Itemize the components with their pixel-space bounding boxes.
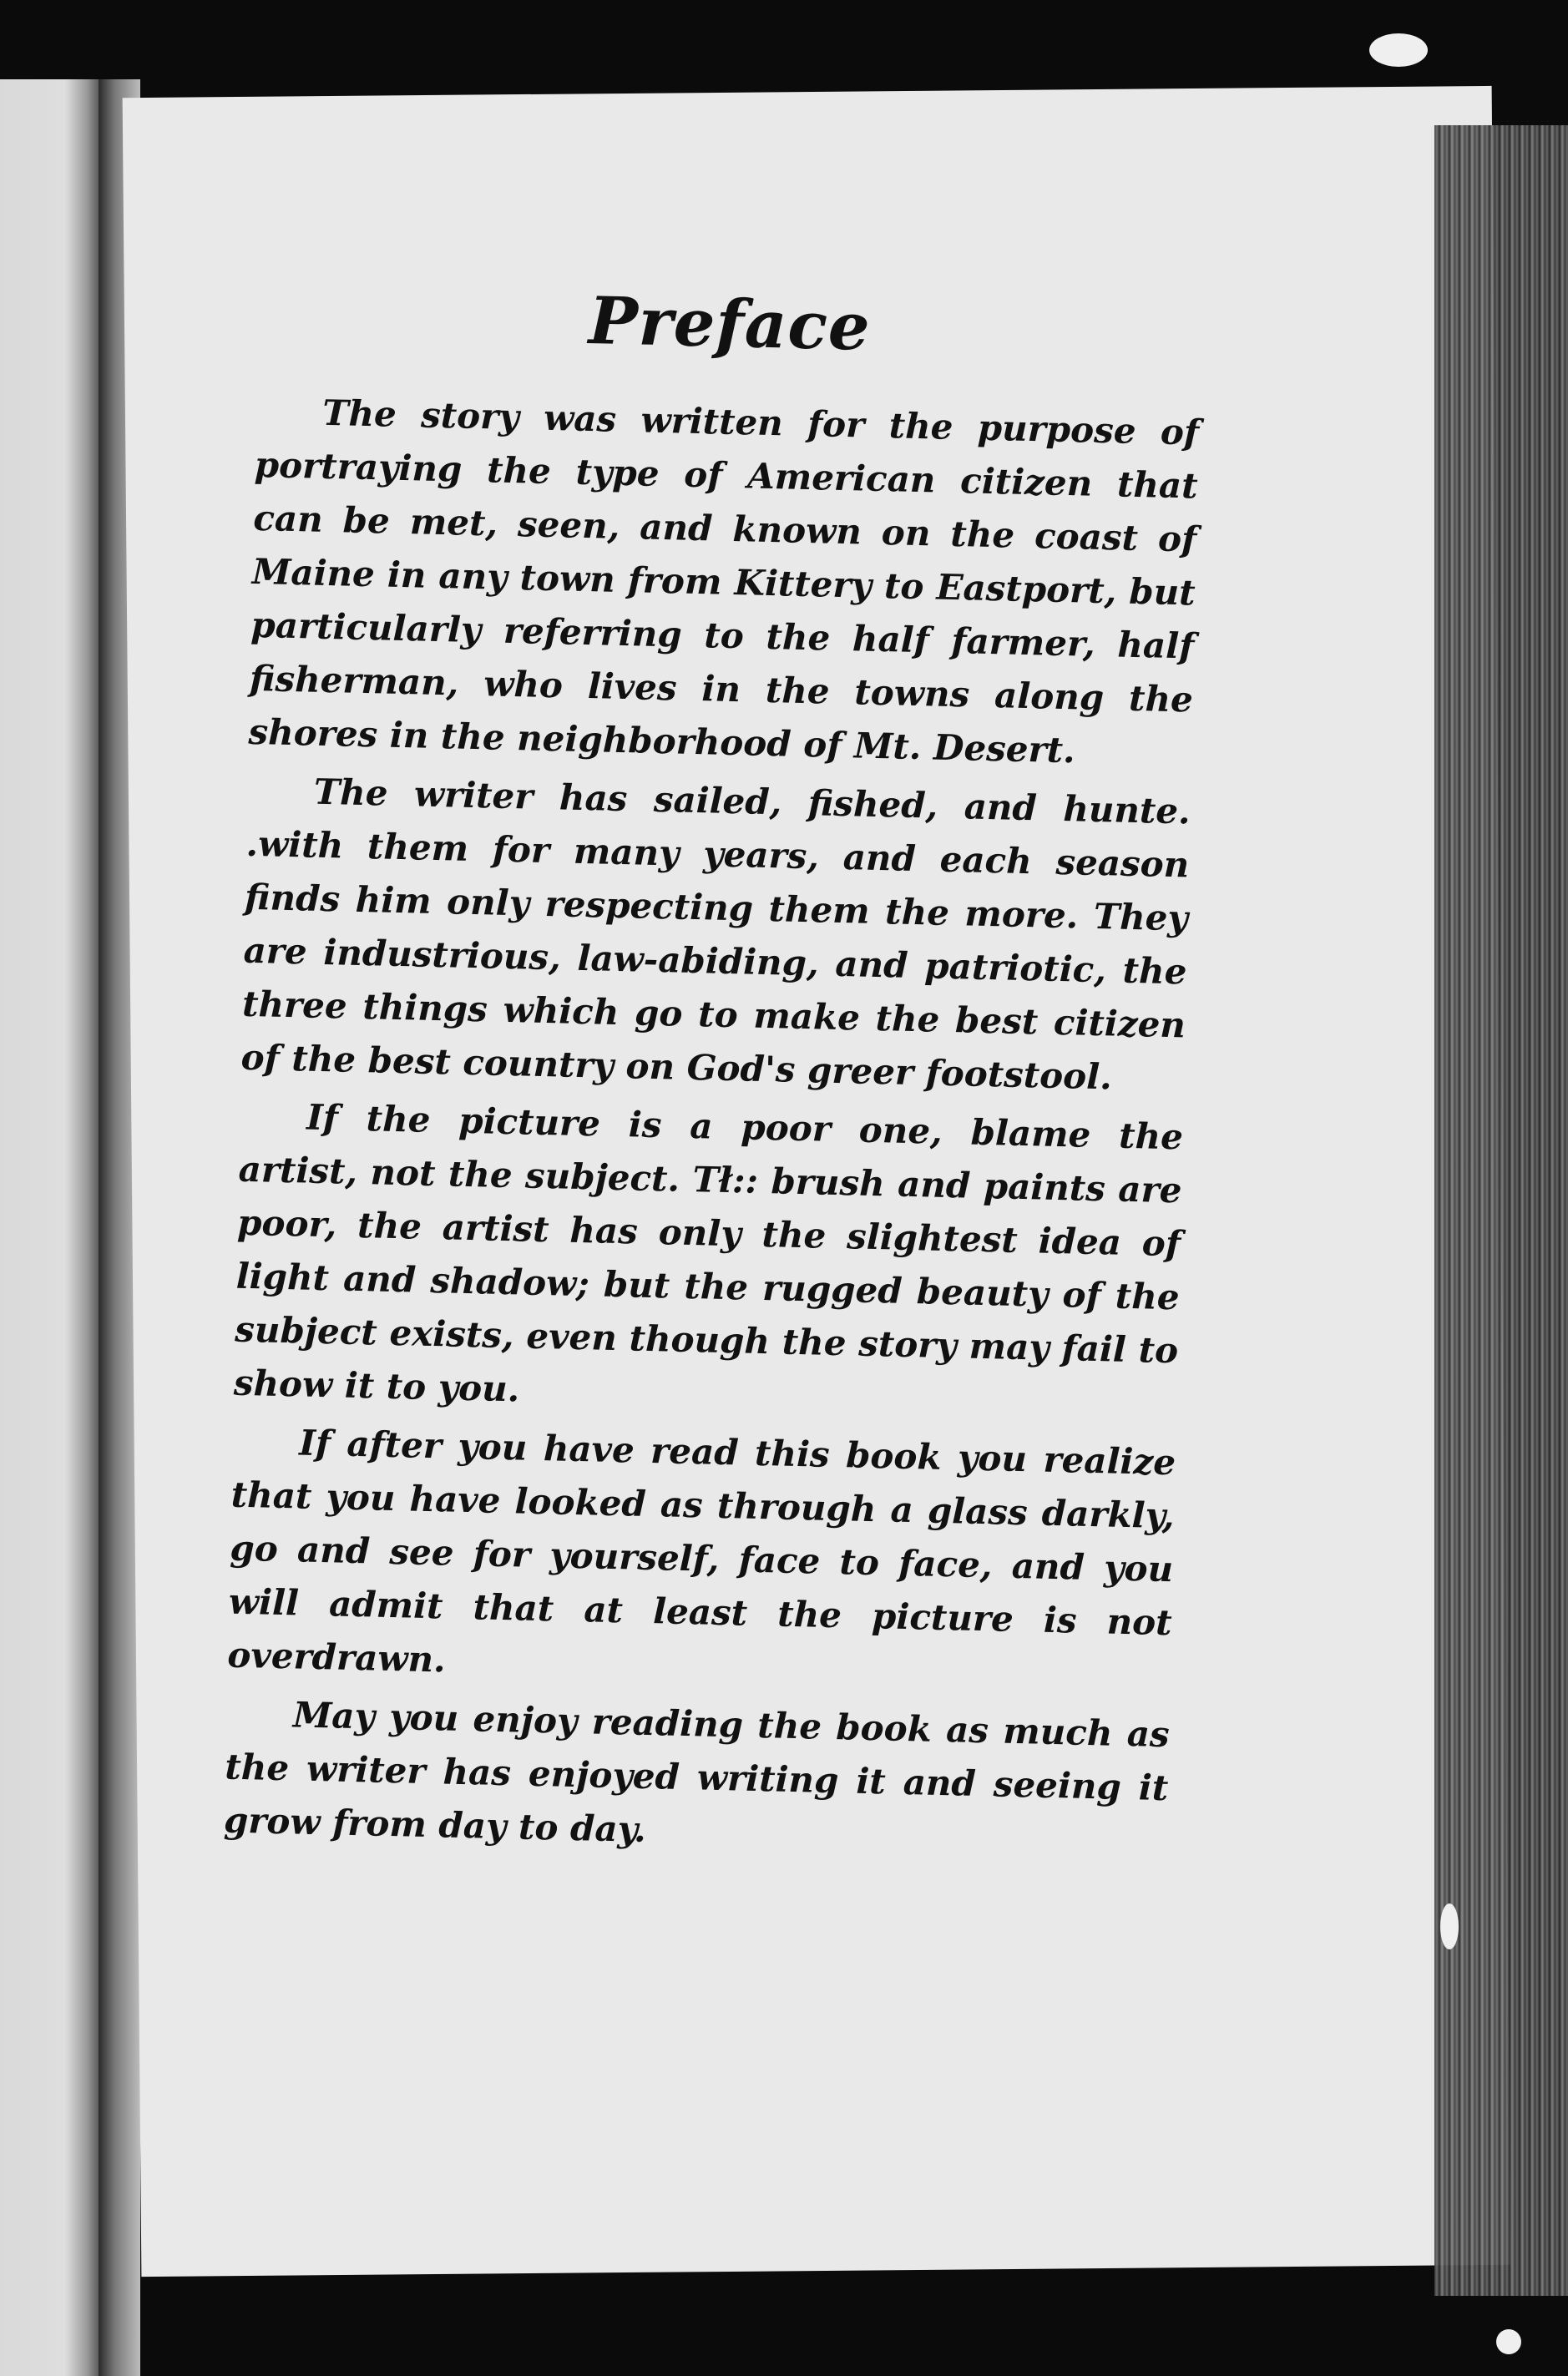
paragraph: The writer has sailed, fished, and hunte. .with them for many years, and each season finds him only respecting them the more. They are industrious, law-abiding, and patriotic, the three things which go to make the best citizen of the best country on God's greer footstool. bbox=[240, 771, 1191, 1098]
page-stack-edge bbox=[1434, 125, 1568, 2296]
scan-blemish bbox=[1369, 33, 1428, 67]
paragraph: If the picture is a poor one, blame the artist, not the subject. Tł:: brush and paints are poor, the artist has only the slightest idea of light and shadow; but the rugged beauty of the subject exists, even though the story may fail to show it to you. bbox=[233, 1096, 1184, 1410]
paragraph: May you enjoy reading the book as much as the writer has enjoyed writing it and seeing it grow from day to day. bbox=[223, 1694, 1171, 1850]
preface-text-block bbox=[223, 276, 1202, 1873]
paragraph: The story was written for the purpose of portraying the type of American citizen that can be met, seen, and known on the coast of Maine in any town from Kittery to Eastport, but particularly referring to the half farmer, half fisherman, who lives in the towns along the shores in the neighborhood of Mt. Desert. bbox=[248, 392, 1200, 771]
scan-blemish bbox=[1440, 1903, 1459, 1949]
facing-page-edge bbox=[0, 79, 109, 2376]
scan-blemish bbox=[1496, 2329, 1521, 2354]
page-title: Preface bbox=[588, 282, 872, 366]
paragraph: If after you have read this book you realize that you have looked as through a glass darkly, go and see for yourself, face to face, and you will admit that at least the picture is not overdrawn. bbox=[226, 1422, 1176, 1681]
